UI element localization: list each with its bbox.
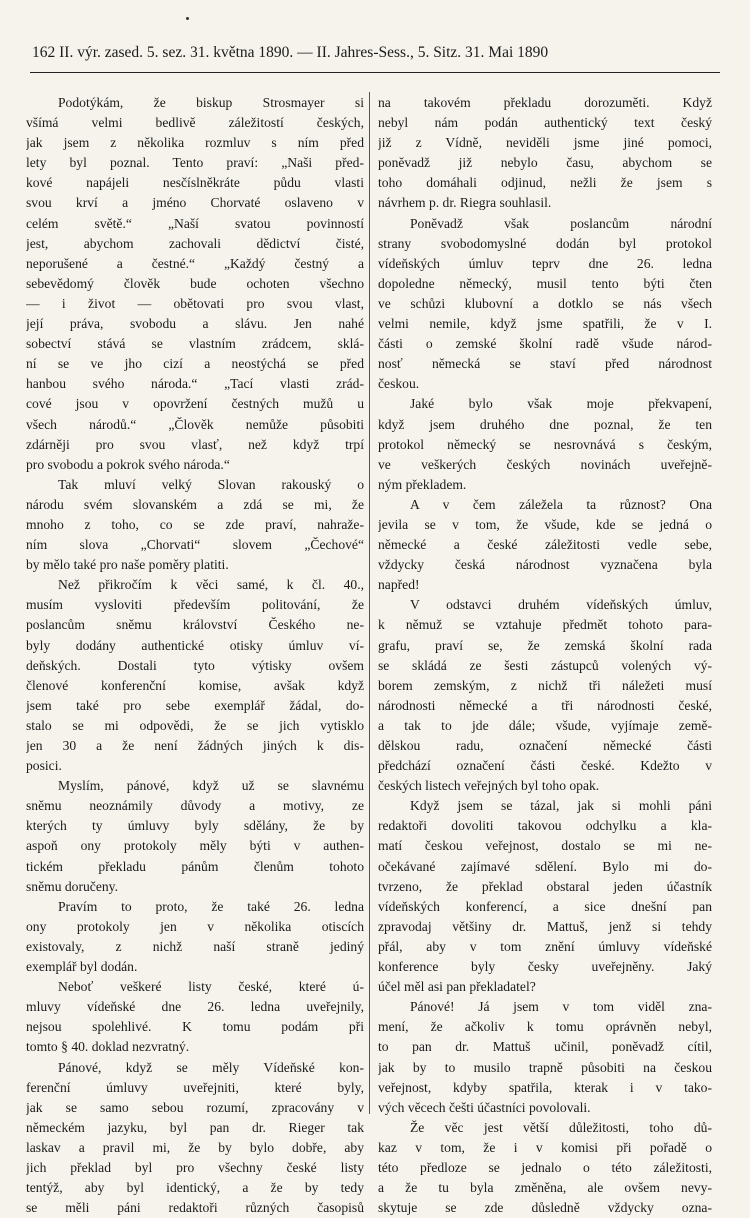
text-line: kaz v tom, že i v komisi při pořadě o: [378, 1139, 712, 1155]
text-line: svou krví a jméno Chorvaté oslaveno v: [26, 195, 364, 211]
text-line: jak by to musilo trapně působiti na českou: [378, 1059, 712, 1075]
text-line: národnosti německé a tři národnosti české,: [378, 697, 712, 713]
text-line: jich překlad byl pro všechny české listy: [26, 1159, 364, 1175]
text-line: borem zemským, z nichž tři náležeti musí: [378, 677, 712, 693]
text-line: celém světě.“ „Naší svatou povinností: [26, 215, 364, 231]
text-line: národu svém slovanském a zdá se mi, že: [26, 496, 364, 512]
text-line: jevila se v tom, že všude, kde se jedná o: [378, 516, 712, 532]
header-rule: [30, 72, 720, 73]
text-line: sněmu doručeny.: [26, 878, 118, 894]
text-line: A v čem záležela ta různost? Ona: [410, 496, 712, 512]
text-line: poslancům sněmu království Českého ne-: [26, 617, 364, 633]
text-line: byly dodány authentické otisky úmluv ví-: [26, 637, 364, 653]
text-line: dělskou radu, označení německé části: [378, 738, 712, 753]
text-line: zdárněji pro svou vlasť, než když trpí: [26, 436, 364, 452]
left-column: [26, 93, 364, 1218]
text-line: německé a české záležitosti vedle sebe,: [378, 537, 712, 553]
text-line: německém jazyku, byl pan dr. Rieger tak: [26, 1119, 364, 1135]
text-line: jak jsem z několika rozmluv s ním před: [26, 135, 364, 151]
text-line: ony protokoly jen v několika otiscích: [26, 918, 364, 934]
text-line: poněvadž již nebylo času, abychom se: [378, 155, 712, 171]
text-line: neporušené a čestné.“ „Každý čestný a: [26, 255, 364, 271]
text-line: ným překladem.: [378, 476, 467, 492]
text-line: skytuje se zde důsledně vždycky ozna-: [378, 1200, 712, 1216]
text-line: aspoň ony protokoly měly býti v authen-: [26, 838, 364, 854]
text-line: předchází označení části české. Kdežto v: [378, 758, 712, 774]
text-line: členové konferenční komise, avšak když: [26, 677, 364, 693]
text-line: účel měl asi pan překladatel?: [378, 979, 536, 995]
text-line: všímá velmi bedlivě záležitostí českých,: [26, 115, 364, 131]
text-line: hanbou svého národa.“ „Tací vlasti zrád-: [26, 376, 364, 392]
text-line: strany svobodomyslné dodán byl protokol: [378, 235, 712, 251]
text-line: tentýž, aby byl identický, a že by tedy: [26, 1180, 364, 1196]
text-line: nejsou spolehlivé. K tomu podám při: [26, 1019, 364, 1035]
text-line: a že tu byla změněna, ale ovšem nevy-: [378, 1180, 712, 1196]
text-line: redaktoři dovoliti takovou odchylku a kla-: [378, 818, 712, 834]
text-line: jsem také pro sebe exemplář žádal, do-: [26, 697, 364, 713]
text-line: ve veškerých českých novinách uveřejně-: [378, 456, 712, 472]
text-line: grafu, praví se, že zemská školní rada: [378, 637, 712, 653]
text-line: se měli páni redaktoři různých časopisů: [26, 1200, 364, 1216]
text-line: Podotýkám, že biskup Strosmayer si: [58, 95, 364, 110]
text-line: nosť německá se staví před národnost: [378, 356, 712, 372]
text-line: protokol německý se nesrovnává s českým,: [378, 436, 712, 452]
text-line: mluvy vídeňské dne 26. ledna uveřejnily,: [26, 999, 364, 1015]
text-line: a tak to jde dále; všude, vyjímaje země-: [378, 717, 712, 733]
text-line: Že věc jest větší důležitosti, toho dů-: [410, 1119, 712, 1135]
text-line: matí českou veřejnost, dostalo se mi ne-: [378, 838, 712, 854]
text-line: očekávané zajímavé sdělení. Bylo mi do-: [378, 858, 712, 874]
text-line: vídeňských úmluv teprv dne 26. ledna: [378, 255, 712, 271]
text-line: Jaké bylo však moje překvapení,: [410, 396, 712, 412]
text-line: tickém překladu pánům členům tohoto: [26, 858, 364, 874]
text-line: tvrzeno, že překlad obstaral jeden účastník: [378, 878, 712, 894]
column-divider: [369, 92, 370, 1114]
text-line: ferenční úmluvy uveřejniti, které byly,: [26, 1079, 364, 1095]
text-line: V odstavci druhém vídeňských úmluv,: [410, 597, 712, 613]
text-line: kové napájeli nesčíslněkráte půdu vlasti: [26, 175, 364, 191]
text-line: všech národů.“ „Člověk nemůže působiti: [26, 416, 364, 432]
text-line: Pánové! Já jsem v tom viděl zna-: [410, 999, 712, 1015]
text-line: exemplář byl dodán.: [26, 959, 138, 975]
text-line: to pan dr. Mattuš učinil, poněvadž cítil,: [378, 1039, 712, 1055]
text-line: existovaly, z nichž naší straně jediný: [26, 938, 364, 954]
text-line: nebyl nám podán authentický text český: [378, 115, 712, 131]
text-line: toho domáhali odjinud, nežli že jsem s: [378, 175, 712, 191]
text-line: pro svobodu a pokrok svého národa.“: [26, 456, 230, 472]
text-line: musím vysloviti především politování, že: [26, 597, 364, 613]
text-line: cové jsou v opovržení čestných mužů u: [26, 396, 364, 412]
text-line: Než přikročím k věci samé, k čl. 40.,: [58, 577, 364, 593]
text-line: Poněvadž však poslancům národní: [410, 215, 712, 231]
right-column: [378, 93, 712, 1218]
text-line: mení, že ačkoliv k tomu oprávněn nebyl,: [378, 1019, 712, 1035]
text-line: části o zemské školní radě všude národ-: [378, 336, 712, 352]
text-line: přál, aby v tom znění úmluvy vídeňské: [378, 938, 712, 954]
text-line: ní se ve jho cizí a neostýchá se před: [26, 356, 364, 372]
text-line: již z Vídně, neviděli jsme jiné pomoci,: [378, 135, 712, 151]
text-line: sněmu neoznámily důvody a motivy, ze: [26, 798, 364, 814]
text-line: Když jsem se tázal, jak si mohli páni: [410, 798, 712, 814]
header-text: 162 II. výr. zased. 5. sez. 31. května 1890. — II. Jahres-Sess., 5. Sitz. 31. Mai 1890: [32, 44, 549, 61]
text-line: stalo se mi odpovědi, že se jich vytisklo: [26, 717, 364, 733]
text-line: Tak mluví velký Slovan rakouský o: [58, 476, 364, 492]
text-line: Pánové, když se měly Vídeňské kon-: [58, 1059, 364, 1075]
text-line: Pravím to proto, že také 26. ledna: [58, 898, 364, 914]
text-line: k němuž se vztahuje předmět tohoto para-: [378, 617, 712, 633]
text-line: na takovém překladu dorozuměti. Když: [378, 95, 712, 110]
text-line: její práva, svobodu a slávu. Jen nahé: [26, 316, 364, 332]
text-line: mnoho z toho, co se zde praví, nahraže-: [26, 516, 364, 532]
text-line: lety byl poznal. Tento praví: „Naši před-: [26, 155, 364, 171]
text-line: jen 30 a že není žádných jiných k dis-: [26, 738, 364, 753]
text-line: Neboť veškeré listy české, které ú-: [58, 979, 364, 995]
print-speck: [186, 17, 189, 20]
text-line: velmi nemile, když jsme spatřili, že v I.: [378, 316, 712, 332]
text-line: českou.: [378, 376, 420, 392]
text-line: se skládá ze šesti zástupců volených vý-: [378, 657, 712, 673]
text-line: veřejnost, kdyby spatřila, kterak i v tako-: [378, 1079, 712, 1095]
text-line: kterých ty úmluvy byly sdělány, že by: [26, 818, 364, 834]
text-line: dopoledne německý, musil tento býti čten: [378, 275, 712, 291]
text-line: by mělo také pro naše poměry platiti.: [26, 557, 229, 573]
text-line: sobectví stává se vlastním zrádcem, sklá-: [26, 336, 364, 352]
text-line: jest, abychom zachovali dědictví čisté,: [26, 235, 364, 251]
text-line: vídeňských konferencí, a sice dnešní pan: [378, 898, 712, 914]
text-line: jak se samo sebou rozumí, zpracovány v: [26, 1099, 364, 1115]
text-line: ve schůzi klubovní a dotklo se nás všech: [378, 295, 712, 311]
text-line: — i život — obětovati pro svou vlast,: [26, 295, 364, 311]
text-line: českých listech veřejných byl toho opak.: [378, 778, 600, 794]
text-line: konference byly česky uveřejněny. Jaký: [378, 959, 712, 975]
text-line: napřed!: [378, 577, 420, 593]
text-line: Myslím, pánové, když už se slavnému: [58, 778, 364, 794]
text-line: deňských. Dostali tyto výtisky ovšem: [26, 657, 364, 673]
text-line: když jsem druhého dne poznal, že ten: [378, 416, 712, 432]
text-line: laskav a pravil mi, že by bylo dobře, aby: [26, 1139, 364, 1155]
text-line: tomto § 40. doklad nezvratný.: [26, 1039, 190, 1055]
text-line: této předloze se jednalo o této záležitosti,: [378, 1159, 712, 1175]
text-line: vých věcech češti účastníci povolovali.: [378, 1099, 591, 1115]
text-line: posici.: [26, 758, 62, 774]
text-line: vždycky česká národnost vyznačena byla: [378, 557, 712, 573]
text-line: sebevědomý člověk bude ochoten všechno: [26, 275, 364, 291]
text-line: návrhem p. dr. Riegra souhlasil.: [378, 195, 552, 211]
text-line: zpravodaj většiny dr. Mattuš, jenž si tehdy: [378, 918, 712, 934]
text-line: ním slova „Chorvati“ slovem „Čechové“: [26, 537, 364, 553]
